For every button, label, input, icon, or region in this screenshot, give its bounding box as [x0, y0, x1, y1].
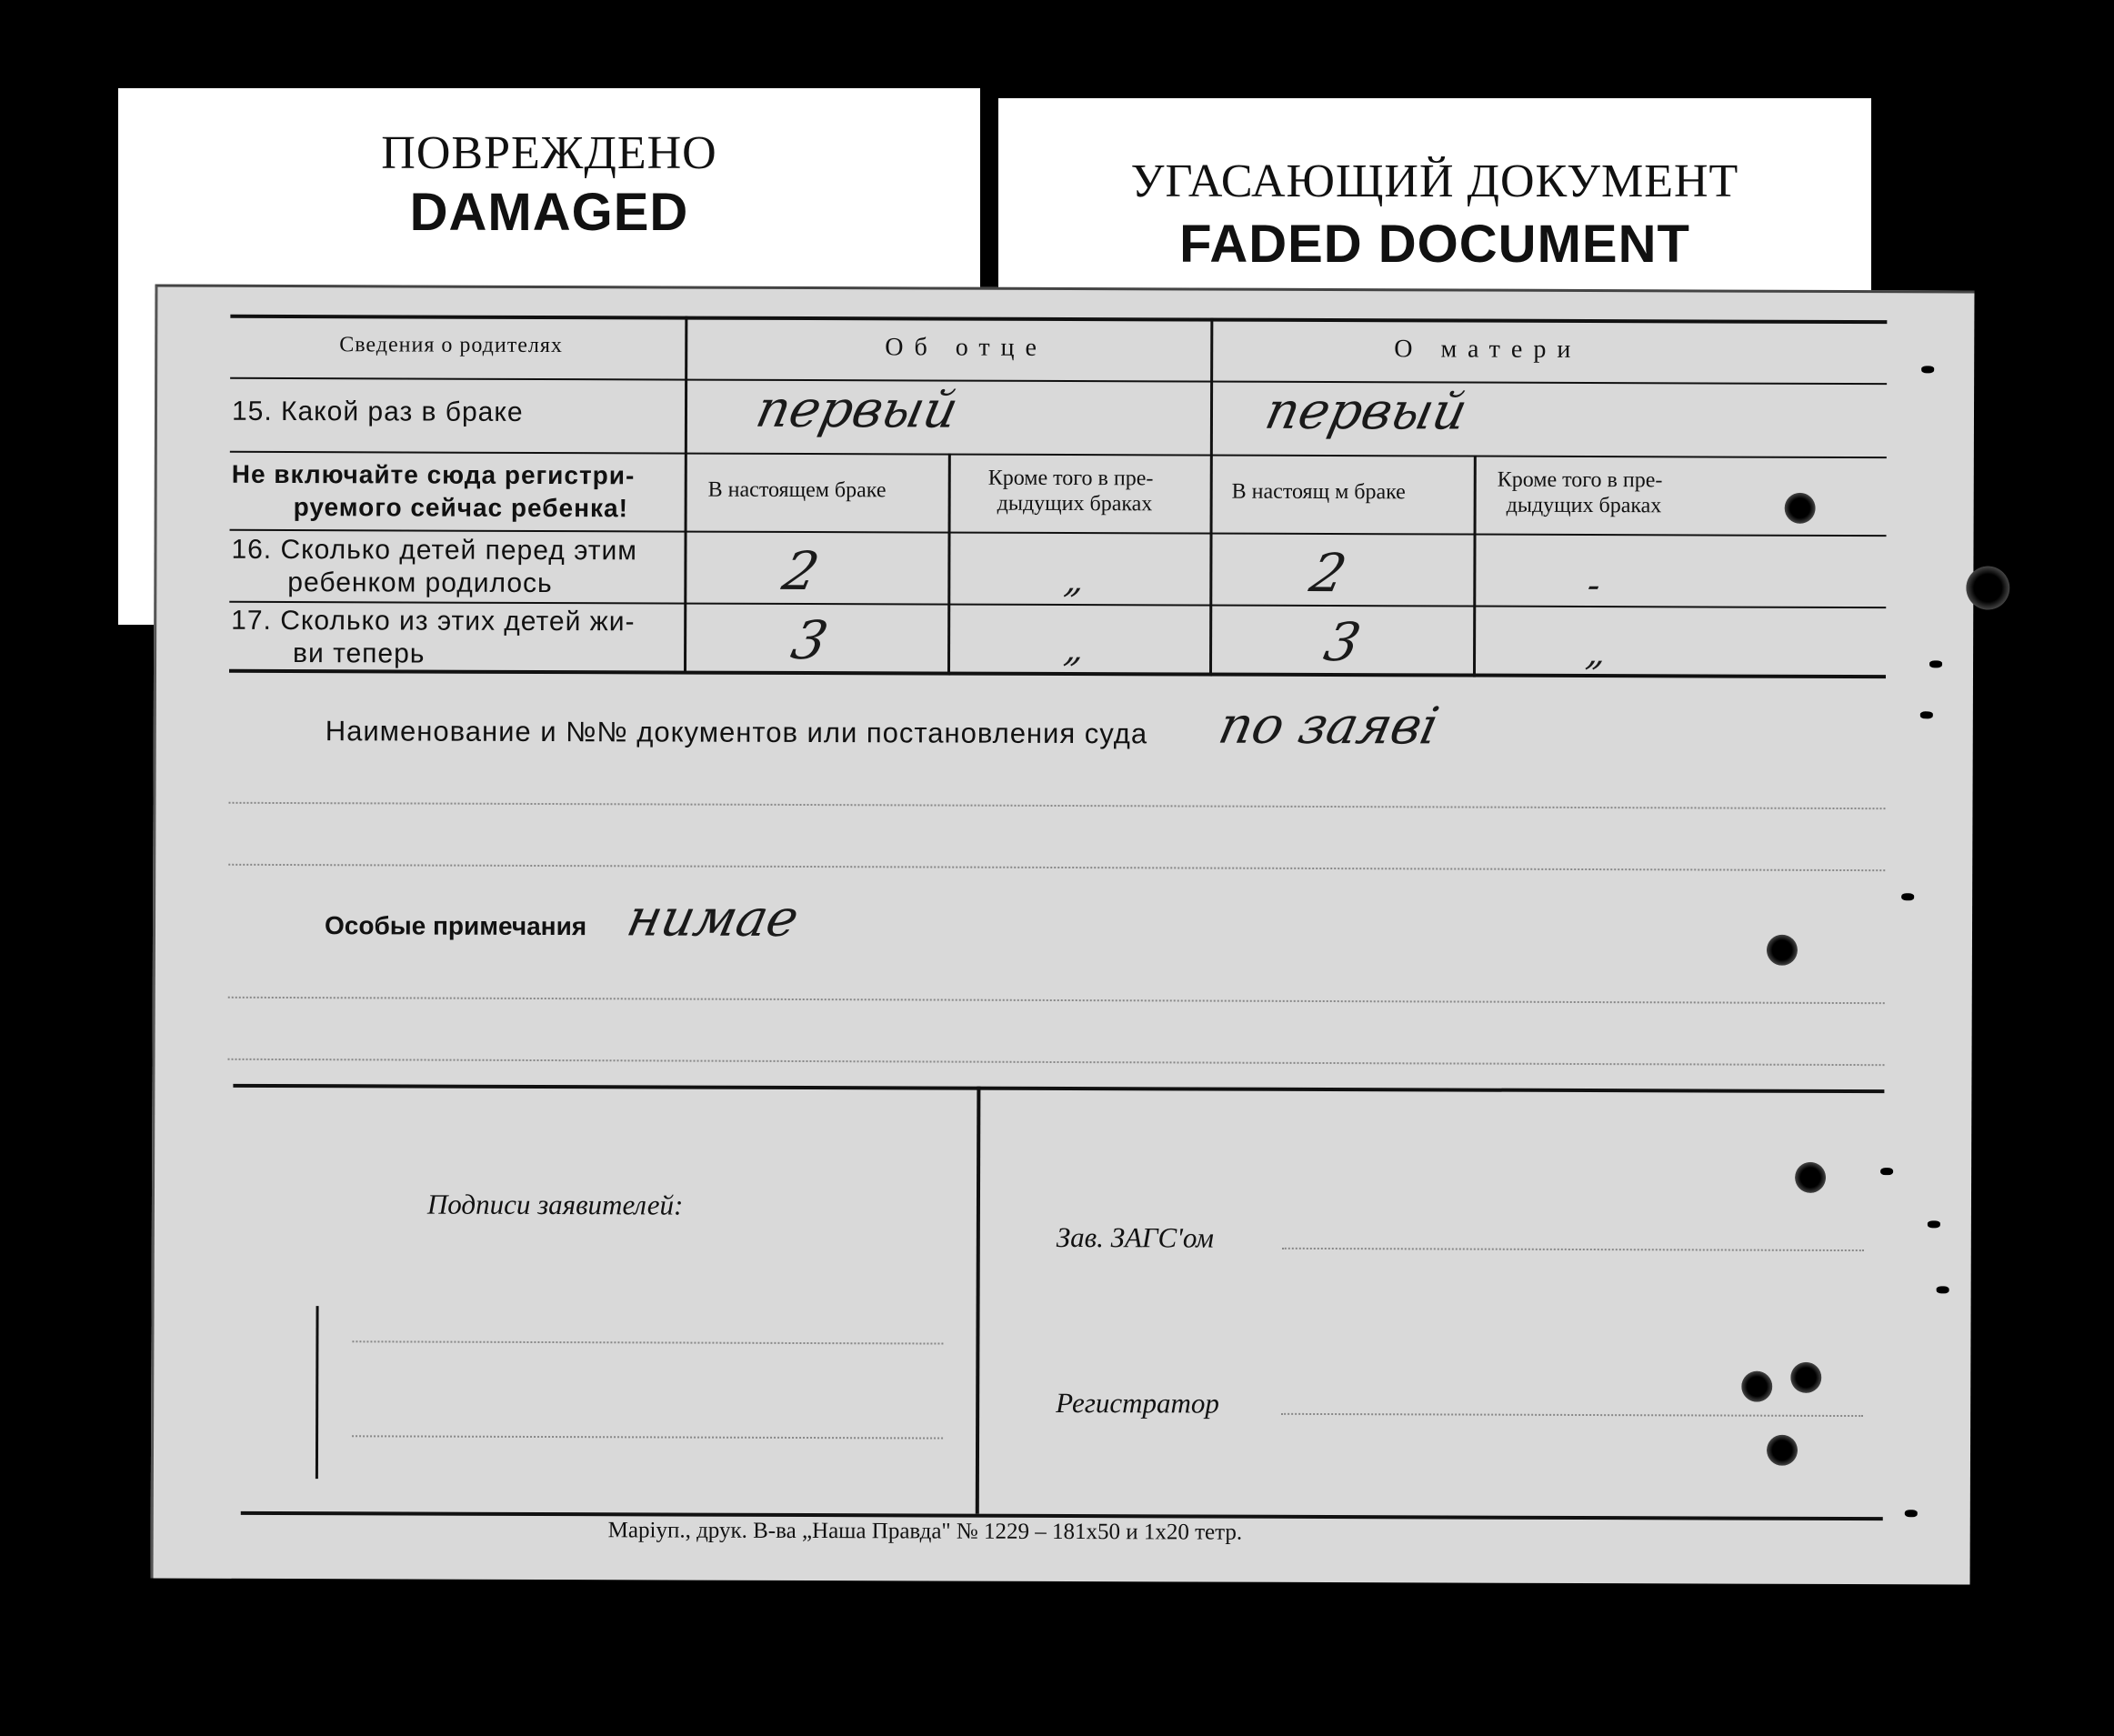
row16-father-current: 2 — [777, 539, 825, 603]
applicant-signature-line-2 — [352, 1435, 943, 1439]
table-header-rule — [230, 377, 1887, 385]
documents-label: Наименование и №№ документов или постановления суда — [325, 715, 1148, 750]
punch-hole — [1966, 566, 2009, 609]
remarks-dotted-line-2 — [228, 1059, 1885, 1066]
edge-damage-mark — [1880, 1168, 1893, 1175]
edge-damage-mark — [1921, 366, 1934, 373]
damaged-label-en: DAMAGED — [409, 183, 689, 242]
row15-rule — [230, 451, 1887, 458]
table-top-rule — [230, 315, 1887, 324]
row17-mother-prev: „ — [1583, 632, 1611, 675]
col-divider-2 — [947, 454, 951, 676]
edge-damage-mark — [1920, 711, 1933, 718]
row16-mother-current: 2 — [1305, 541, 1352, 605]
documents-value: по заяві — [1213, 696, 1444, 757]
zags-head-signature-line — [1282, 1248, 1864, 1251]
zags-head-label: Зав. ЗАГС'ом — [1056, 1220, 1215, 1254]
punch-hole — [1785, 493, 1816, 524]
remarks-dotted-line-1 — [228, 997, 1885, 1004]
row16-label-1: 16. Сколько детей перед этим — [231, 534, 637, 567]
signature-divider — [976, 1087, 981, 1514]
row16-father-prev: „ — [1061, 559, 1090, 602]
documents-dotted-line-2 — [228, 864, 1885, 871]
header-mother: О матери — [1394, 335, 1582, 364]
row16-mother-prev: - — [1583, 565, 1605, 607]
punch-hole — [1767, 1435, 1798, 1466]
subheader-father-prev-1: Кроме того в пре- — [987, 466, 1154, 491]
edge-damage-mark — [1929, 660, 1942, 667]
registrar-signature-line — [1281, 1413, 1863, 1417]
edge-damage-mark — [1905, 1510, 1918, 1517]
row17-mother-current: 3 — [1318, 611, 1367, 674]
punch-hole — [1767, 935, 1798, 966]
registrar-label: Регистратор — [1056, 1386, 1219, 1420]
damaged-label-ru: ПОВРЕЖДЕНО — [381, 127, 717, 179]
remarks-label: Особые примечания — [324, 911, 587, 941]
row15-label: 15. Какой раз в браке — [231, 396, 524, 427]
remarks-value: нимае — [622, 888, 805, 948]
row17-label-2: ви теперь — [293, 638, 426, 669]
edge-damage-mark — [1901, 893, 1914, 900]
col-divider-4 — [1473, 456, 1477, 677]
punch-hole — [1790, 1362, 1821, 1393]
col-divider-3 — [1209, 318, 1213, 677]
signature-section-rule — [233, 1084, 1884, 1093]
faded-label-ru: УГАСАЮЩИЙ ДОКУМЕНТ — [1130, 156, 1739, 207]
applicants-signature-label: Подписи заявителей: — [426, 1188, 684, 1221]
signature-bracket — [316, 1306, 319, 1479]
punch-hole — [1795, 1162, 1826, 1193]
subheader-father-prev-2: дыдущих браках — [997, 491, 1153, 517]
note-line-1: Не включайте сюда регистри- — [231, 459, 636, 490]
edge-damage-mark — [1928, 1220, 1940, 1228]
printer-imprint: Маріуп., друк. В-ва „Наша Правда" № 1229 – 181х50 и 1х20 тетр. — [607, 1518, 1243, 1545]
row15-mother-value: первый — [1259, 381, 1473, 442]
row15-father-value: первый — [750, 379, 964, 440]
table-bottom-rule — [229, 669, 1886, 678]
header-father: Об отце — [885, 333, 1048, 362]
subheader-father-current: В настоящем браке — [707, 477, 887, 503]
row17-father-current: 3 — [786, 608, 834, 672]
punch-hole — [1741, 1371, 1772, 1402]
row17-father-prev: „ — [1061, 628, 1089, 671]
documents-dotted-line-1 — [228, 802, 1885, 809]
row17-label-1: 17. Сколько из этих детей жи- — [231, 605, 636, 637]
subheader-mother-prev-2: дыдущих браках — [1506, 493, 1662, 518]
edge-damage-mark — [1937, 1286, 1949, 1293]
header-parents-info: Сведения о родителях — [339, 333, 563, 358]
applicant-signature-line-1 — [352, 1340, 943, 1344]
subheader-mother-current: В настоящ м браке — [1231, 479, 1406, 505]
row16-label-2: ребенком родилось — [287, 567, 553, 599]
note-line-2: руемого сейчас ребенка! — [293, 493, 628, 523]
faded-label-en: FADED DOCUMENT — [1179, 215, 1690, 274]
col-divider-1 — [684, 316, 687, 675]
register-form-sheet — [151, 285, 1975, 1585]
subheader-mother-prev-1: Кроме того в пре- — [1497, 467, 1663, 493]
